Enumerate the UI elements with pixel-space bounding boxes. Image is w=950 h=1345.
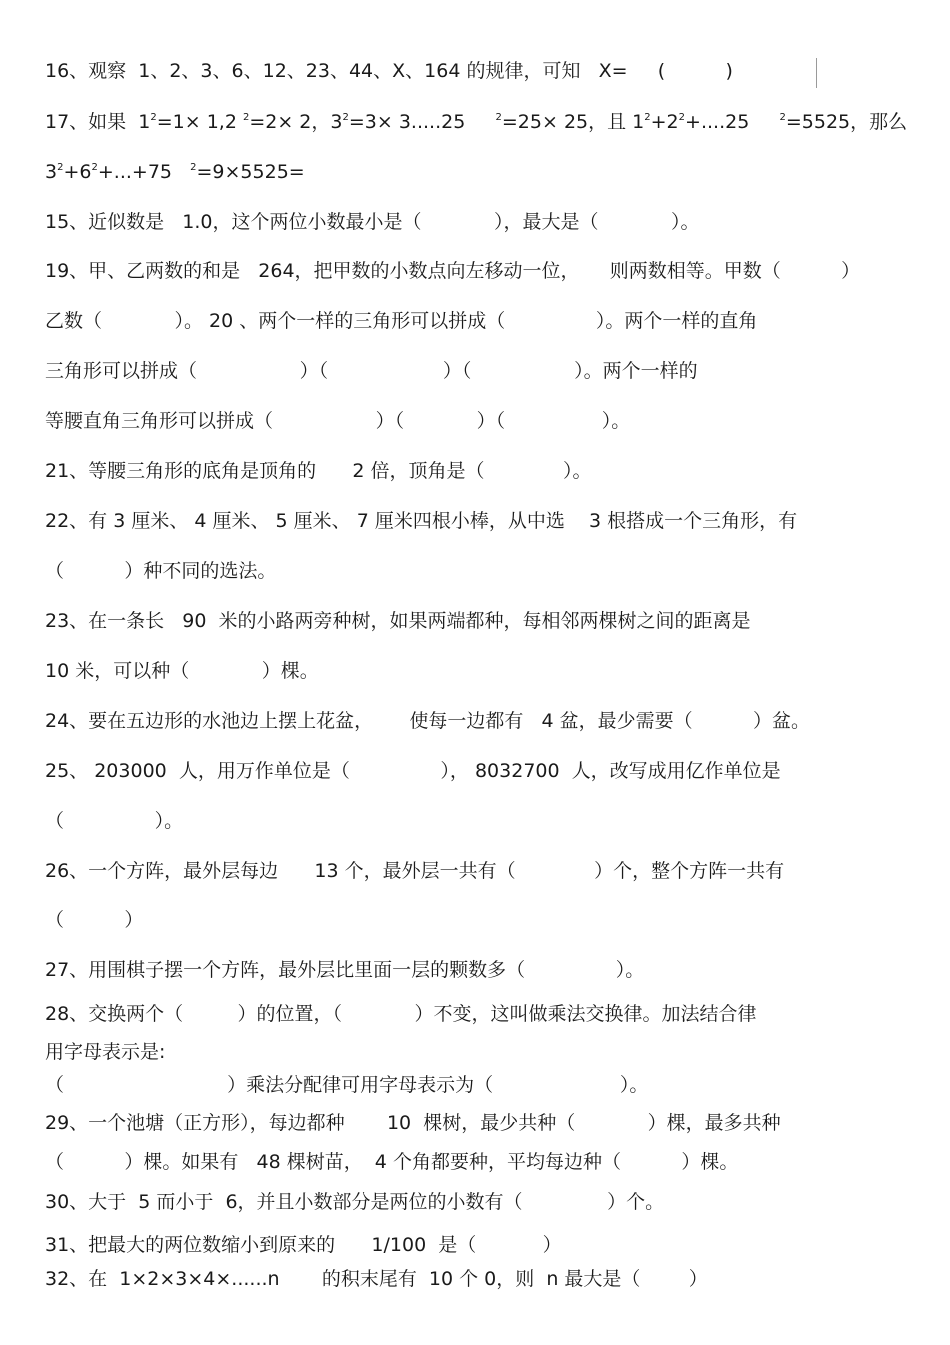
question-23-line-1 — [45, 609, 751, 633]
question-text: 等腰直角三角形可以拼成（ ）（ ）（ ）。 — [45, 410, 631, 432]
superscript-exponent: 2 — [779, 112, 786, 123]
question-28-line-1 — [45, 1002, 757, 1026]
question-25-line-1 — [45, 759, 781, 783]
question-text: （ ）。 — [45, 810, 184, 832]
question-text: 21、等腰三角形的底角是顶角的 2 倍，顶角是（ ）。 — [45, 460, 592, 482]
question-31 — [45, 1233, 562, 1257]
question-text: =5525，那么 — [785, 111, 908, 133]
question-text: 23、在一条长 90 米的小路两旁种树，如果两端都种，每相邻两棵树之间的距离是 — [45, 610, 751, 632]
superscript-exponent: 2 — [495, 112, 502, 123]
question-32 — [45, 1267, 708, 1291]
question-text: =1× 1,2 — [156, 111, 243, 133]
question-29-line-1 — [45, 1111, 781, 1135]
question-text: =3× 3.....25 — [348, 111, 496, 133]
question-text: +....25 — [685, 111, 780, 133]
question-text: +2 — [650, 111, 679, 133]
question-20-line-4 — [45, 409, 630, 433]
question-22-line-2 — [45, 559, 276, 583]
question-text: 17、如果 1 — [45, 111, 151, 133]
question-text: 16、观察 1、2、3、6、12、23、44、X、164 的规律，可知 X= ( ) — [45, 60, 733, 82]
question-28-line-3 — [45, 1073, 648, 1097]
question-text: 28、交换两个（ ）的位置，（ ）不变，这叫做乘法交换律。加法结合律 — [45, 1003, 757, 1025]
question-22-line-1 — [45, 509, 797, 533]
question-text: 25、 203000 人，用万作单位是（ ）， 8032700 人，改写成用亿作单位是 — [45, 760, 781, 782]
question-17-line-1 — [45, 110, 907, 134]
question-text: （ ）乘法分配律可用字母表示为（ ）。 — [45, 1074, 649, 1096]
superscript-exponent: 2 — [150, 112, 157, 123]
question-26-line-2 — [45, 908, 143, 932]
question-text: 三角形可以拼成（ ）（ ）（ ）。两个一样的 — [45, 360, 698, 382]
question-text: 29、一个池塘（正方形），每边都种 10 棵树，最少共种（ ）棵，最多共种 — [45, 1112, 781, 1134]
question-text: 10 米，可以种（ ）棵。 — [45, 660, 319, 682]
superscript-exponent: 2 — [242, 112, 250, 123]
superscript-exponent: 2 — [190, 162, 197, 173]
question-28-line-2 — [45, 1040, 165, 1064]
question-text: +6 — [63, 161, 92, 183]
question-text: =25× 25，且 1 — [501, 111, 645, 133]
question-text: 15、近似数是 1.0，这个两位小数最小是（ ），最大是（ ）。 — [45, 211, 700, 233]
question-29-line-2 — [45, 1150, 738, 1174]
question-text: 用字母表示是: — [45, 1041, 166, 1063]
question-text: （ ）棵。如果有 48 棵树苗， 4 个角都要种，平均每边种（ ）棵。 — [45, 1151, 739, 1173]
question-text: 26、一个方阵，最外层每边 13 个，最外层一共有（ ）个，整个方阵一共有 — [45, 860, 785, 882]
question-text: 31、把最大的两位数缩小到原来的 1/100 是（ ） — [45, 1234, 562, 1256]
superscript-exponent: 2 — [644, 112, 651, 123]
question-text: 22、有 3 厘米、 4 厘米、 5 厘米、 7 厘米四根小棒，从中选 3 根搭成一个三角形，有 — [45, 510, 798, 532]
question-23-line-2 — [45, 659, 319, 683]
question-text: 30、大于 5 而小于 6，并且小数部分是两位的小数有（ ）个。 — [45, 1191, 665, 1213]
question-21 — [45, 459, 592, 483]
question-text: 乙数（ ）。 20 、两个一样的三角形可以拼成（ ）。两个一样的直角 — [45, 310, 758, 332]
question-30 — [45, 1190, 664, 1214]
question-text: （ ） — [45, 909, 144, 931]
question-17-line-2 — [45, 160, 305, 184]
question-text: =9×5525= — [196, 161, 305, 183]
question-26-line-1 — [45, 859, 784, 883]
question-24 — [45, 709, 810, 733]
question-text: 3 — [45, 161, 58, 183]
question-25-line-2 — [45, 809, 183, 833]
question-15 — [45, 210, 699, 234]
question-27 — [45, 958, 644, 982]
superscript-exponent: 2 — [678, 112, 686, 123]
question-text: 19、甲、乙两数的和是 264，把甲数的小数点向左移动一位， 则两数相等。甲数（ ） — [45, 260, 861, 282]
question-text: 27、用围棋子摆一个方阵，最外层比里面一层的颗数多（ ）。 — [45, 959, 645, 981]
superscript-exponent: 2 — [91, 162, 98, 173]
question-text: +...+75 — [97, 161, 191, 183]
question-19-line-1 — [45, 259, 860, 283]
question-20-line-3 — [45, 359, 698, 383]
question-text: =2× 2，3 — [249, 111, 343, 133]
question-text: 32、在 1×2×3×4×......n 的积末尾有 10 个 0，则 n 最大是（ ） — [45, 1268, 708, 1290]
question-19-20-line-2 — [45, 309, 757, 333]
superscript-exponent: 2 — [57, 162, 64, 173]
superscript-exponent: 2 — [342, 112, 349, 123]
text-cursor-bar — [816, 58, 817, 88]
question-text: 24、要在五边形的水池边上摆上花盆， 使每一边都有 4 盆，最少需要（ ）盆。 — [45, 710, 811, 732]
question-text: （ ）种不同的选法。 — [45, 560, 277, 582]
question-16 — [45, 59, 733, 83]
